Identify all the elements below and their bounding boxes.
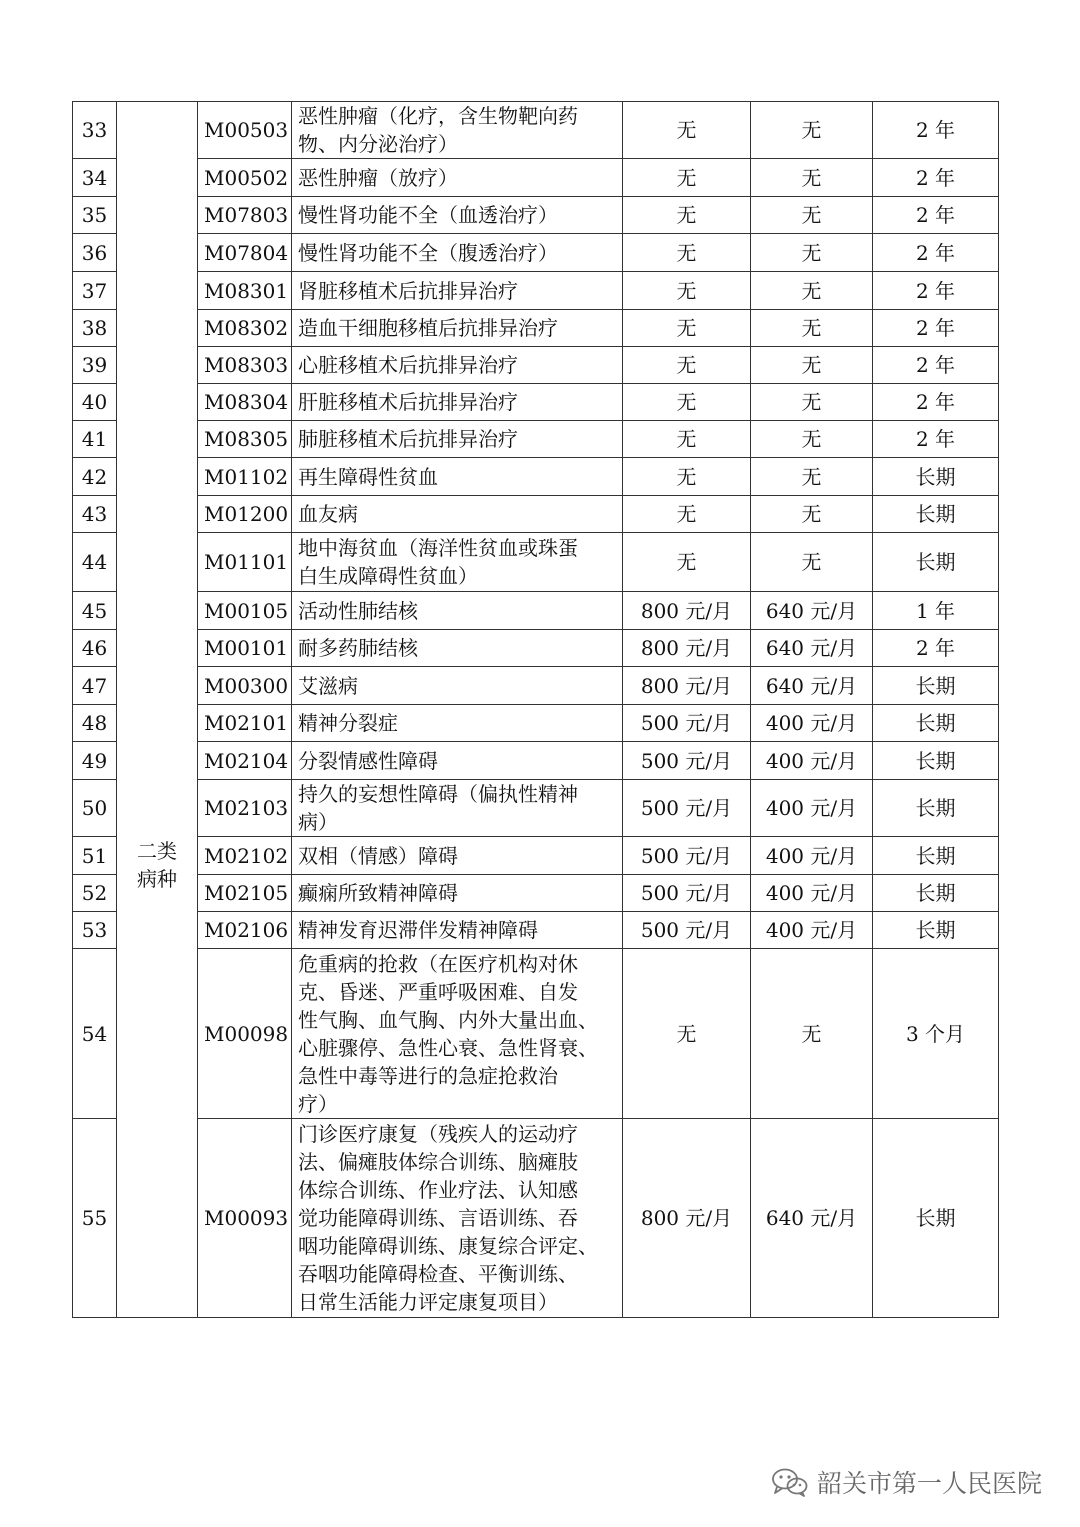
disease-code: M02105 [198, 875, 292, 912]
disease-name [292, 102, 623, 159]
table-body [73, 102, 999, 1318]
disease-code: M00503 [198, 102, 292, 159]
fee-limit-2: 无 [751, 347, 873, 384]
row-number: 46 [73, 630, 117, 667]
table-row [73, 496, 999, 533]
disease-name [292, 630, 623, 667]
fee-limit-2: 400 元/月 [751, 742, 873, 780]
fee-limit-1: 800 元/月 [623, 592, 751, 630]
fee-limit-1: 无 [623, 272, 751, 310]
disease-name-line: 克、昏迷、严重呼吸困难、自发 [298, 979, 578, 1004]
disease-name [292, 234, 623, 272]
fee-limit-1: 无 [623, 533, 751, 592]
table-row [73, 780, 999, 837]
disease-name-line: 精神分裂症 [298, 711, 398, 735]
fee-limit-2: 640 元/月 [751, 667, 873, 705]
row-number: 45 [73, 592, 117, 630]
disease-code: M01200 [198, 496, 292, 533]
watermark-text: 韶关市第一人民医院 [816, 1469, 1042, 1498]
fee-limit-2: 无 [751, 949, 873, 1119]
fee-limit-2: 400 元/月 [751, 705, 873, 742]
validity-period: 2 年 [873, 630, 999, 667]
disease-name [292, 347, 623, 384]
disease-name [292, 458, 623, 496]
row-number: 33 [73, 102, 117, 159]
watermark [771, 1462, 1042, 1502]
table-row [73, 310, 999, 347]
table-row [73, 667, 999, 705]
table-row [73, 705, 999, 742]
validity-period: 长期 [873, 742, 999, 780]
fee-limit-1: 800 元/月 [623, 667, 751, 705]
row-number: 54 [73, 949, 117, 1119]
fee-limit-2: 无 [751, 310, 873, 347]
disease-name-line: 吞咽功能障碍检查、平衡训练、 [298, 1262, 578, 1286]
disease-code: M00093 [198, 1119, 292, 1318]
disease-code: M01101 [198, 533, 292, 592]
fee-limit-1: 500 元/月 [623, 875, 751, 912]
disease-code: M00502 [198, 159, 292, 197]
disease-name [292, 875, 623, 912]
disease-name-line: 癫痫所致精神障碍 [298, 881, 458, 905]
table-row [73, 1119, 999, 1318]
table-row [73, 347, 999, 384]
validity-period: 3 个月 [873, 949, 999, 1119]
disease-name [292, 667, 623, 705]
disease-name [292, 310, 623, 347]
validity-period: 长期 [873, 912, 999, 949]
disease-code: M01102 [198, 458, 292, 496]
row-number: 50 [73, 780, 117, 837]
table-row [73, 630, 999, 667]
table-row [73, 197, 999, 234]
row-number: 42 [73, 458, 117, 496]
validity-period: 2 年 [873, 197, 999, 234]
validity-period: 2 年 [873, 347, 999, 384]
row-number: 41 [73, 421, 117, 458]
fee-limit-2: 640 元/月 [751, 630, 873, 667]
disease-name-line: 慢性肾功能不全（血透治疗） [298, 203, 558, 227]
fee-limit-1: 无 [623, 234, 751, 272]
fee-limit-1: 无 [623, 384, 751, 421]
disease-name [292, 272, 623, 310]
category-label: 病种 [137, 866, 177, 891]
table-row [73, 159, 999, 197]
fee-limit-1: 500 元/月 [623, 780, 751, 837]
validity-period: 2 年 [873, 234, 999, 272]
disease-name-line: 肺脏移植术后抗排异治疗 [298, 427, 518, 451]
fee-limit-2: 640 元/月 [751, 592, 873, 630]
validity-period: 长期 [873, 705, 999, 742]
disease-code: M02104 [198, 742, 292, 780]
disease-name-line: 艾滋病 [298, 673, 358, 698]
fee-limit-2: 400 元/月 [751, 780, 873, 837]
disease-name-line: 肾脏移植术后抗排异治疗 [298, 278, 518, 303]
table-row [73, 912, 999, 949]
row-number: 34 [73, 159, 117, 197]
row-number: 35 [73, 197, 117, 234]
fee-limit-2: 无 [751, 533, 873, 592]
fee-limit-1: 800 元/月 [623, 1119, 751, 1318]
row-number: 37 [73, 272, 117, 310]
disease-code: M07803 [198, 197, 292, 234]
fee-limit-2: 无 [751, 234, 873, 272]
validity-period: 2 年 [873, 310, 999, 347]
wechat-icon [771, 1467, 809, 1497]
validity-period: 长期 [873, 496, 999, 533]
disease-code: M02103 [198, 780, 292, 837]
disease-code: M07804 [198, 234, 292, 272]
fee-limit-1: 无 [623, 347, 751, 384]
disease-name [292, 159, 623, 197]
row-number: 39 [73, 347, 117, 384]
disease-name [292, 384, 623, 421]
table-row [73, 102, 999, 159]
disease-code: M00098 [198, 949, 292, 1119]
fee-limit-2: 640 元/月 [751, 1119, 873, 1318]
row-number: 36 [73, 234, 117, 272]
disease-code: M00101 [198, 630, 292, 667]
disease-name-line: 白生成障碍性贫血） [298, 564, 478, 588]
disease-name-line: 持久的妄想性障碍（偏执性精神 [298, 782, 578, 806]
disease-name-line: 门诊医疗康复（残疾人的运动疗 [298, 1122, 578, 1146]
disease-name-line: 疗） [298, 1091, 338, 1116]
category-label: 二类 [137, 838, 177, 863]
validity-period: 2 年 [873, 102, 999, 159]
disease-name-line: 法、偏瘫肢体综合训练、脑瘫肢 [298, 1150, 578, 1174]
disease-name [292, 1119, 623, 1318]
row-number: 43 [73, 496, 117, 533]
disease-name-line: 血友病 [298, 502, 358, 526]
row-number: 55 [73, 1119, 117, 1318]
disease-name-line: 肝脏移植术后抗排异治疗 [298, 390, 518, 414]
row-number: 51 [73, 837, 117, 875]
disease-name [292, 742, 623, 780]
fee-limit-2: 无 [751, 458, 873, 496]
disease-name [292, 592, 623, 630]
row-number: 40 [73, 384, 117, 421]
fee-limit-2: 400 元/月 [751, 875, 873, 912]
fee-limit-1: 无 [623, 458, 751, 496]
disease-name-line: 急性中毒等进行的急症抢救治 [298, 1063, 558, 1088]
fee-limit-1: 无 [623, 197, 751, 234]
validity-period: 2 年 [873, 159, 999, 197]
table-row [73, 458, 999, 496]
row-number: 38 [73, 310, 117, 347]
fee-limit-2: 无 [751, 272, 873, 310]
row-number: 48 [73, 705, 117, 742]
fee-limit-1: 无 [623, 310, 751, 347]
table-row [73, 742, 999, 780]
validity-period: 2 年 [873, 384, 999, 421]
validity-period: 长期 [873, 875, 999, 912]
table-row [73, 384, 999, 421]
disease-name [292, 912, 623, 949]
disease-name-line: 觉功能障碍训练、言语训练、吞 [298, 1206, 578, 1230]
disease-name-line: 再生障碍性贫血 [298, 464, 438, 489]
row-number: 47 [73, 667, 117, 705]
fee-limit-1: 500 元/月 [623, 742, 751, 780]
disease-name-line: 恶性肿瘤（放疗） [298, 165, 458, 190]
validity-period: 1 年 [873, 592, 999, 630]
disease-name [292, 780, 623, 837]
disease-name [292, 533, 623, 592]
table-row [73, 234, 999, 272]
validity-period: 2 年 [873, 272, 999, 310]
fee-limit-1: 800 元/月 [623, 630, 751, 667]
disease-code: M02102 [198, 837, 292, 875]
table-row [73, 837, 999, 875]
disease-name-line: 慢性肾功能不全（腹透治疗） [298, 240, 558, 265]
fee-limit-2: 400 元/月 [751, 837, 873, 875]
fee-limit-2: 无 [751, 102, 873, 159]
disease-name-line: 病） [298, 810, 338, 834]
disease-name [292, 197, 623, 234]
fee-limit-1: 无 [623, 159, 751, 197]
table-row [73, 272, 999, 310]
validity-period: 长期 [873, 667, 999, 705]
validity-period: 长期 [873, 1119, 999, 1318]
disease-name [292, 837, 623, 875]
row-number: 53 [73, 912, 117, 949]
disease-code: M08302 [198, 310, 292, 347]
row-number: 44 [73, 533, 117, 592]
disease-name [292, 496, 623, 533]
validity-period: 2 年 [873, 421, 999, 458]
disease-code: M02101 [198, 705, 292, 742]
disease-name-line: 心脏移植术后抗排异治疗 [298, 353, 518, 377]
disease-table [72, 101, 999, 1318]
disease-name [292, 421, 623, 458]
disease-code: M00300 [198, 667, 292, 705]
fee-limit-1: 无 [623, 949, 751, 1119]
disease-name-line: 恶性肿瘤（化疗，含生物靶向药 [298, 104, 578, 128]
disease-name [292, 705, 623, 742]
disease-code: M08304 [198, 384, 292, 421]
fee-limit-2: 无 [751, 384, 873, 421]
fee-limit-2: 无 [751, 421, 873, 458]
disease-name-line: 心脏骤停、急性心衰、急性肾衰、 [298, 1035, 598, 1060]
disease-name-line: 咽功能障碍训练、康复综合评定、 [298, 1234, 598, 1258]
table-row [73, 592, 999, 630]
fee-limit-1: 无 [623, 496, 751, 533]
validity-period: 长期 [873, 837, 999, 875]
disease-code: M08305 [198, 421, 292, 458]
disease-name-line: 活动性肺结核 [298, 598, 418, 623]
row-number: 52 [73, 875, 117, 912]
disease-name-line: 精神发育迟滞伴发精神障碍 [298, 918, 538, 942]
fee-limit-1: 无 [623, 421, 751, 458]
disease-name-line: 性气胸、血气胸、内外大量出血、 [298, 1007, 598, 1032]
validity-period: 长期 [873, 533, 999, 592]
disease-name-line: 耐多药肺结核 [298, 636, 418, 660]
table-row [73, 875, 999, 912]
disease-code: M00105 [198, 592, 292, 630]
fee-limit-1: 无 [623, 102, 751, 159]
table-row [73, 421, 999, 458]
disease-name-line: 物、内分泌治疗） [298, 132, 458, 156]
disease-name-line: 双相（情感）障碍 [298, 843, 458, 868]
fee-limit-2: 400 元/月 [751, 912, 873, 949]
table-row [73, 949, 999, 1119]
fee-limit-1: 500 元/月 [623, 912, 751, 949]
disease-code: M08303 [198, 347, 292, 384]
fee-limit-2: 无 [751, 197, 873, 234]
disease-name-line: 造血干细胞移植后抗排异治疗 [298, 316, 558, 340]
disease-name-line: 体综合训练、作业疗法、认知感 [298, 1178, 578, 1202]
fee-limit-2: 无 [751, 496, 873, 533]
table-row [73, 533, 999, 592]
disease-name [292, 949, 623, 1119]
disease-code: M08301 [198, 272, 292, 310]
fee-limit-2: 无 [751, 159, 873, 197]
fee-limit-1: 500 元/月 [623, 837, 751, 875]
validity-period: 长期 [873, 458, 999, 496]
row-number: 49 [73, 742, 117, 780]
disease-name-line: 危重病的抢救（在医疗机构对休 [298, 951, 578, 976]
disease-name-line: 分裂情感性障碍 [298, 748, 438, 773]
disease-name-line: 地中海贫血（海洋性贫血或珠蛋 [298, 536, 578, 560]
category-cell [117, 102, 198, 1318]
validity-period: 长期 [873, 780, 999, 837]
disease-code: M02106 [198, 912, 292, 949]
disease-name-line: 日常生活能力评定康复项目） [298, 1290, 558, 1314]
fee-limit-1: 500 元/月 [623, 705, 751, 742]
